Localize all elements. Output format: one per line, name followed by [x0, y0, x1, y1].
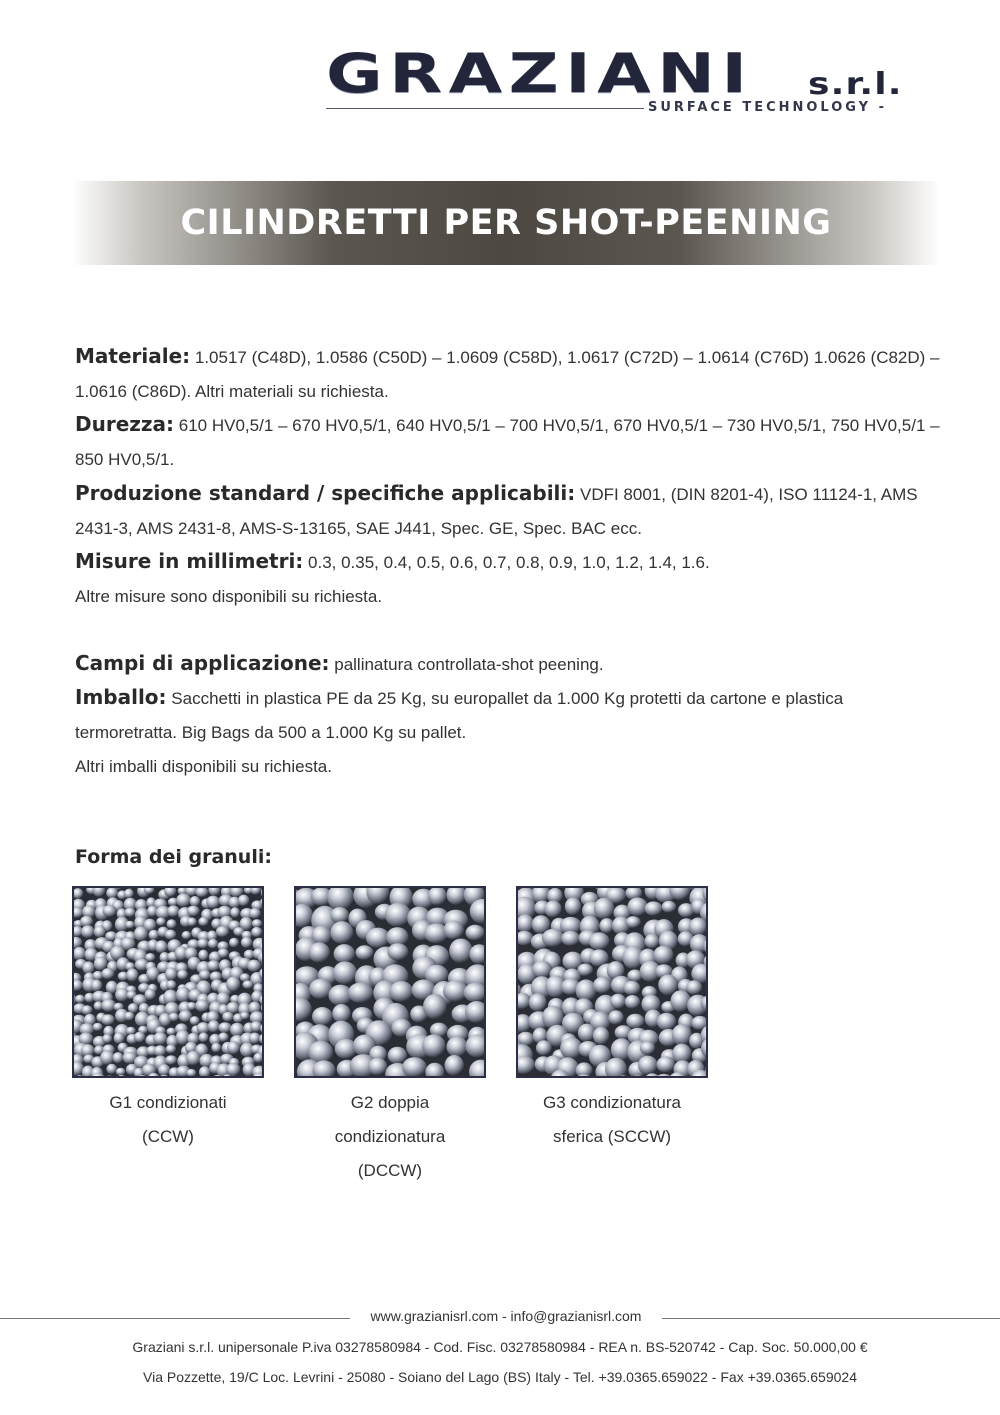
- caption-line: (CCW): [142, 1127, 194, 1146]
- spec-imballo: [75, 681, 945, 749]
- page-title: CILINDRETTI PER SHOT-PEENING: [180, 203, 832, 243]
- company-logo: [320, 40, 940, 120]
- logo-suffix: s.r.l.: [808, 67, 903, 102]
- caption-line: G1 condizionati: [109, 1093, 227, 1112]
- spec-misure-note: Altre misure sono disponibili su richiesta.: [75, 586, 383, 606]
- granule-g2: [294, 886, 486, 1188]
- caption-line: G3 condizionatura: [543, 1093, 681, 1112]
- spec-label: Materiale:: [75, 344, 191, 368]
- spec-label: Durezza:: [75, 412, 175, 437]
- caption-line: (DCCW): [357, 1161, 423, 1180]
- spec-imballo-note: Altri imballi disponibili su richiesta.: [75, 756, 332, 776]
- spec-durezza: [75, 408, 945, 476]
- granule-caption: [72, 1086, 264, 1154]
- spec-materiale: [75, 340, 945, 408]
- spec-produzione: [75, 477, 945, 545]
- spec-value: VDFI 8001, (DIN 8201-4), ISO 11124-1, AMS 2431-3, AMS 2431-8, AMS-S-13165, SAE J441, Spec. GE, Spec. BAC ecc.: [75, 484, 918, 538]
- caption-line: G2 doppia: [350, 1093, 430, 1112]
- caption-line: condizionatura: [334, 1127, 446, 1146]
- spec-misure: [75, 545, 945, 580]
- footer-address: Via Pozzette, 19/C Loc. Levrini - 25080 - Soiano del Lago (BS) Italy - Tel. +39.0365.659022 - Fax +39.0365.659024: [143, 1369, 857, 1385]
- granule-g3: [516, 886, 708, 1154]
- granule-photo-g1: [72, 886, 264, 1078]
- spec-value: 1.0517 (C48D), 1.0586 (C50D) – 1.0609 (C58D), 1.0617 (C72D) – 1.0614 (C76D) 1.0626 (C82D) – 1.0616 (C86D). Altri materiali su richiesta.: [75, 348, 940, 401]
- spec-label: Imballo:: [75, 685, 167, 710]
- caption-line: sferica (SCCW): [552, 1127, 672, 1146]
- spec-value: 0.3, 0.35, 0.4, 0.5, 0.6, 0.7, 0.8, 0.9, 1.0, 1.2, 1.4, 1.6.: [303, 553, 710, 573]
- granule-caption: [294, 1086, 486, 1188]
- title-banner: [72, 181, 940, 265]
- logo-underline: [326, 108, 644, 109]
- footer-divider-right: [662, 1318, 1000, 1319]
- spec-label: Misure in millimetri:: [75, 549, 304, 574]
- footer-divider-left: [0, 1318, 350, 1319]
- granule-caption: [516, 1086, 708, 1154]
- granule-g1: [72, 886, 264, 1154]
- spec-value: 610 HV0,5/1 – 670 HV0,5/1, 640 HV0,5/1 – 700 HV0,5/1, 670 HV0,5/1 – 730 HV0,5/1, 750 HV0,5/1 – 850 HV0,5/1.: [75, 416, 940, 470]
- spec-value: Sacchetti in plastica PE da 25 Kg, su europallet da 1.000 Kg protetti da cartone e plastica termoretratta. Big Bags da 500 a 1.000 Kg su pallet.: [75, 689, 844, 743]
- footer-contacts: www.grazianisrl.com - info@grazianisrl.com: [370, 1308, 642, 1324]
- logo-tagline: SURFACE TECHNOLOGY -: [648, 100, 888, 115]
- specifications: [75, 340, 945, 783]
- footer-company-info: Graziani s.r.l. unipersonale P.iva 03278580984 - Cod. Fisc. 03278580984 - REA n. BS-520742 - Cap. Soc. 50.000,00 €: [132, 1339, 868, 1355]
- spec-campi: [75, 647, 945, 682]
- granule-photo-g3: [516, 886, 708, 1078]
- granules-heading: Forma dei granuli:: [75, 846, 272, 868]
- spec-label: Campi di applicazione:: [75, 650, 330, 675]
- granule-photo-g2: [294, 886, 486, 1078]
- spec-value: pallinatura controllata-shot peening.: [329, 654, 604, 674]
- spec-label: Produzione standard / specifiche applicabili:: [75, 480, 576, 505]
- logo-name: GRAZIANI: [326, 42, 754, 105]
